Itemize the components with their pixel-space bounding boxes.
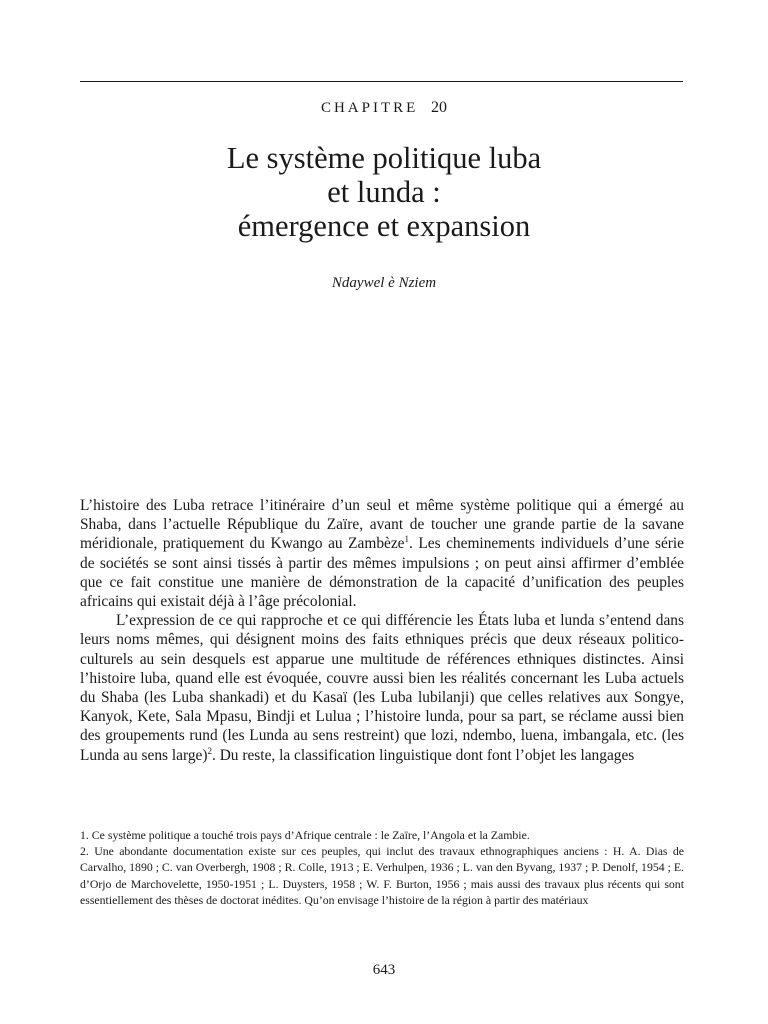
footnote-ref-1[interactable]: 1 [404,534,410,545]
paragraph-2-text-b: . Du reste, la classification linguistique dont font l’objet les langages [212,746,635,764]
footnote-ref-2[interactable]: 2 [207,745,212,756]
paragraph-1 [80,496,684,611]
paragraph-1-text-b: . Les cheminements individuels d’une série de sociétés se sont ainsi tissés à partir des mêmes impulsions ; on peut ainsi affirmer d’emblée que ce fait constitue une manière de démonstration de la capacité d’unification des peuples africains qui existait déjà à l’âge précolonial. [80,535,685,611]
title-line-2: et lunda : [327,175,441,209]
author-name: Ndaywel è Nziem [331,275,437,291]
title-line-3: émergence et expansion [237,209,531,243]
page-number: 643 [372,962,396,978]
paragraph-1-text-a: L’histoire des Luba retrace l’itinéraire d’un seul et même système politique qui a émergé au Shaba, dans l’actuelle République du Zaïre, avant de toucher une grande partie de la savane méridionale, pratiquement du Kwango au Zambèze [80,497,684,553]
top-rule [80,81,683,82]
chapter-number: 20 [431,99,448,116]
chapter-label [0,99,768,117]
title-line-1: Le système politique luba [226,141,542,175]
chapter-word: CHAPITRE [320,100,419,116]
footnote-1: 1. Ce système politique a touché trois pays d’Afrique centrale : le Zaïre, l’Angola et la Zambie. [80,828,530,842]
body-text [80,496,684,765]
chapter-title [0,141,768,243]
footnote-2: 2. Une abondante documentation existe sur ces peuples, qui inclut des travaux ethnographiques anciens : H. A. Dias de Carvalho, 1890 ; C. van Overbergh, 1908 ; R. Colle, 1913 ; E. Verhulpen, 1936 ; L. van den Byvang, 1937 ; P. Denolf, 1954 ; E. d’Orjo de Marchovelette, 1950-1951 ; L. Duysters, 1958 ; W. F. Burton, 1956 ; mais aussi des travaux plus récents qui sont essentiellement des thèses de doctorat inédites. Qu’on envisage l’histoire de la région à partir des matériaux [80,844,684,907]
footnotes [80,827,684,908]
paragraph-2-text-a: L’expression de ce qui rapproche et ce qui différencie les États luba et lunda s’entend dans leurs noms mêmes, qui désignent moins des faits ethniques précis que deux réseaux politico-culturels au sein desquels est apparue une multitude de références ethniques distinctes. Ainsi l’histoire luba, quand elle est évoquée, couvre aussi bien les réalités concernant les Luba actuels du Shaba (les Luba shankadi) et du Kasaï (les Luba lubilanji) que celles relatives aux Songye, Kanyok, Kete, Sala Mpasu, Bindji et Lulua ; l’histoire lunda, pour sa part, se réclame aussi bien des groupements rund (les Lunda au sens restreint) que lozi, ndembo, luena, imbangala, etc. (les Lunda au sens large) [80,612,684,764]
paragraph-2 [80,611,684,765]
